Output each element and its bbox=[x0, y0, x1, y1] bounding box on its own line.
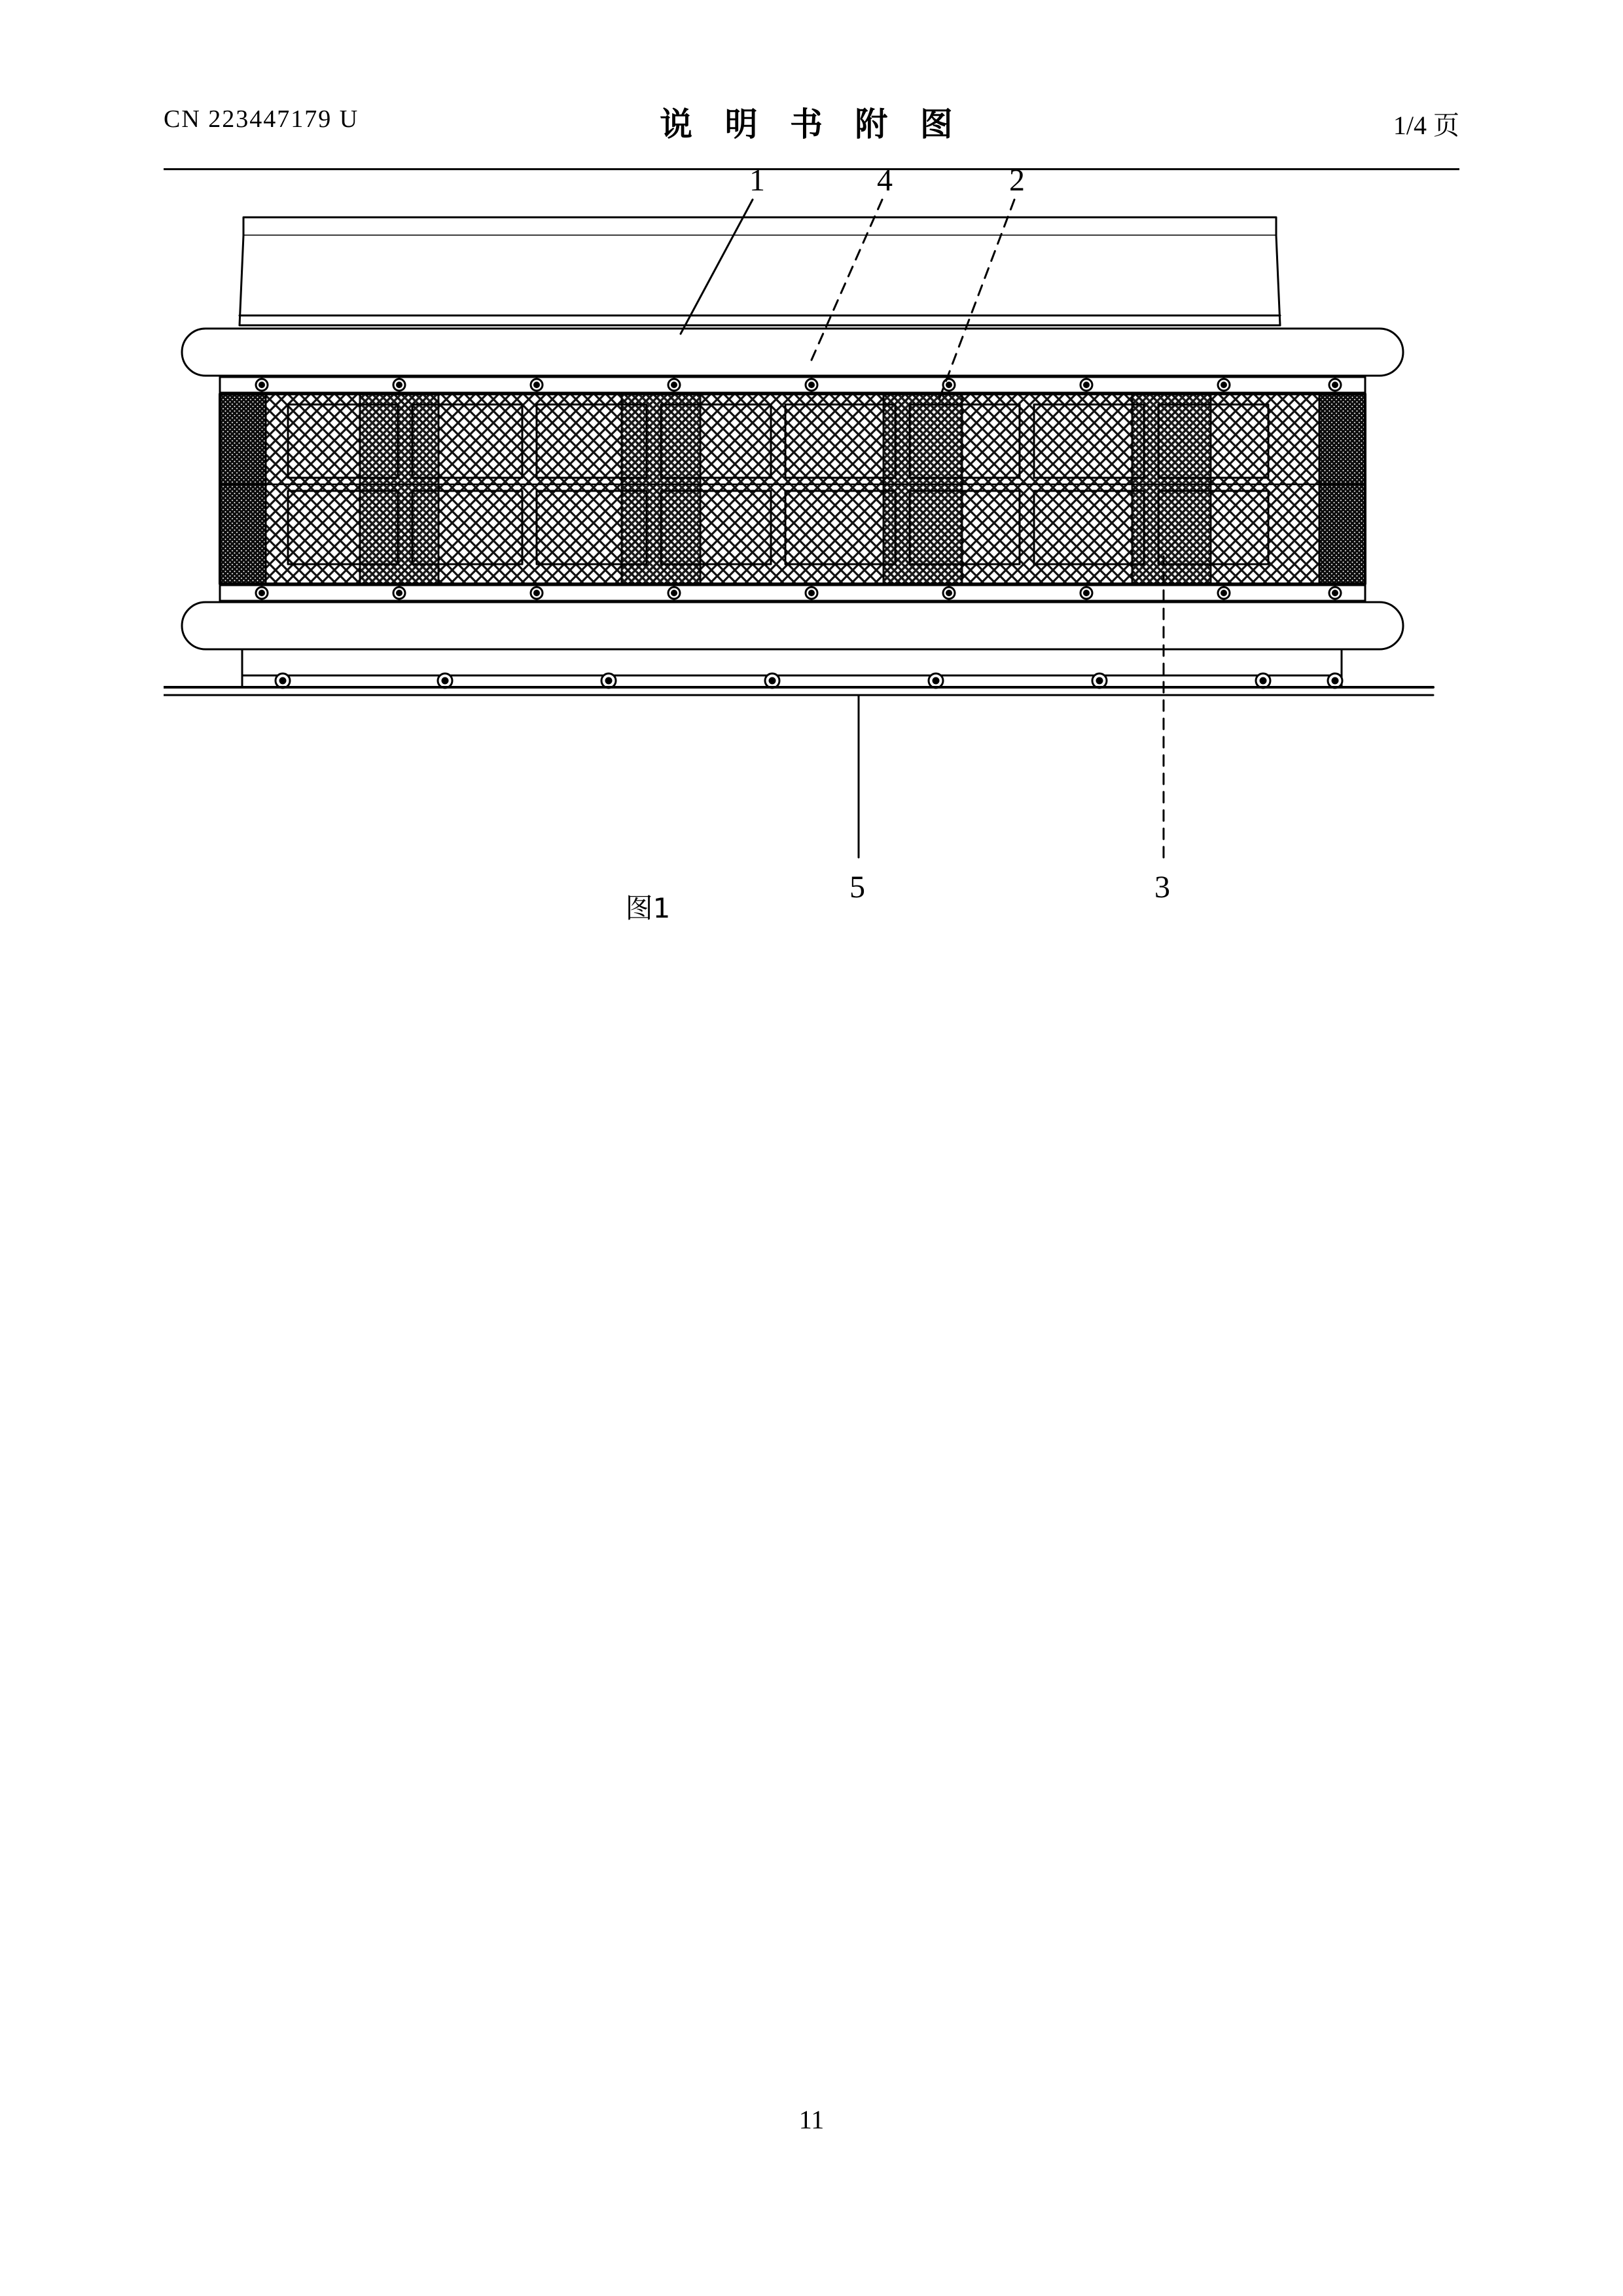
callout-label-4: 4 bbox=[877, 163, 893, 198]
figure-caption: 图1 bbox=[625, 892, 671, 924]
document-number: CN 223447179 U bbox=[164, 105, 359, 133]
callout-label-1: 1 bbox=[749, 163, 765, 198]
callout-label-3: 3 bbox=[1154, 870, 1170, 905]
page-number: 11 bbox=[798, 2105, 825, 2134]
figure-1 bbox=[164, 164, 1459, 982]
page-header bbox=[164, 98, 1459, 170]
patent-drawing-svg bbox=[164, 164, 1459, 982]
callout-label-5: 5 bbox=[849, 870, 865, 905]
page-indicator: 1/4 页 bbox=[1393, 111, 1459, 140]
callout-label-2: 2 bbox=[1009, 163, 1025, 198]
page-title: 说 明 书 附 图 bbox=[660, 105, 963, 143]
